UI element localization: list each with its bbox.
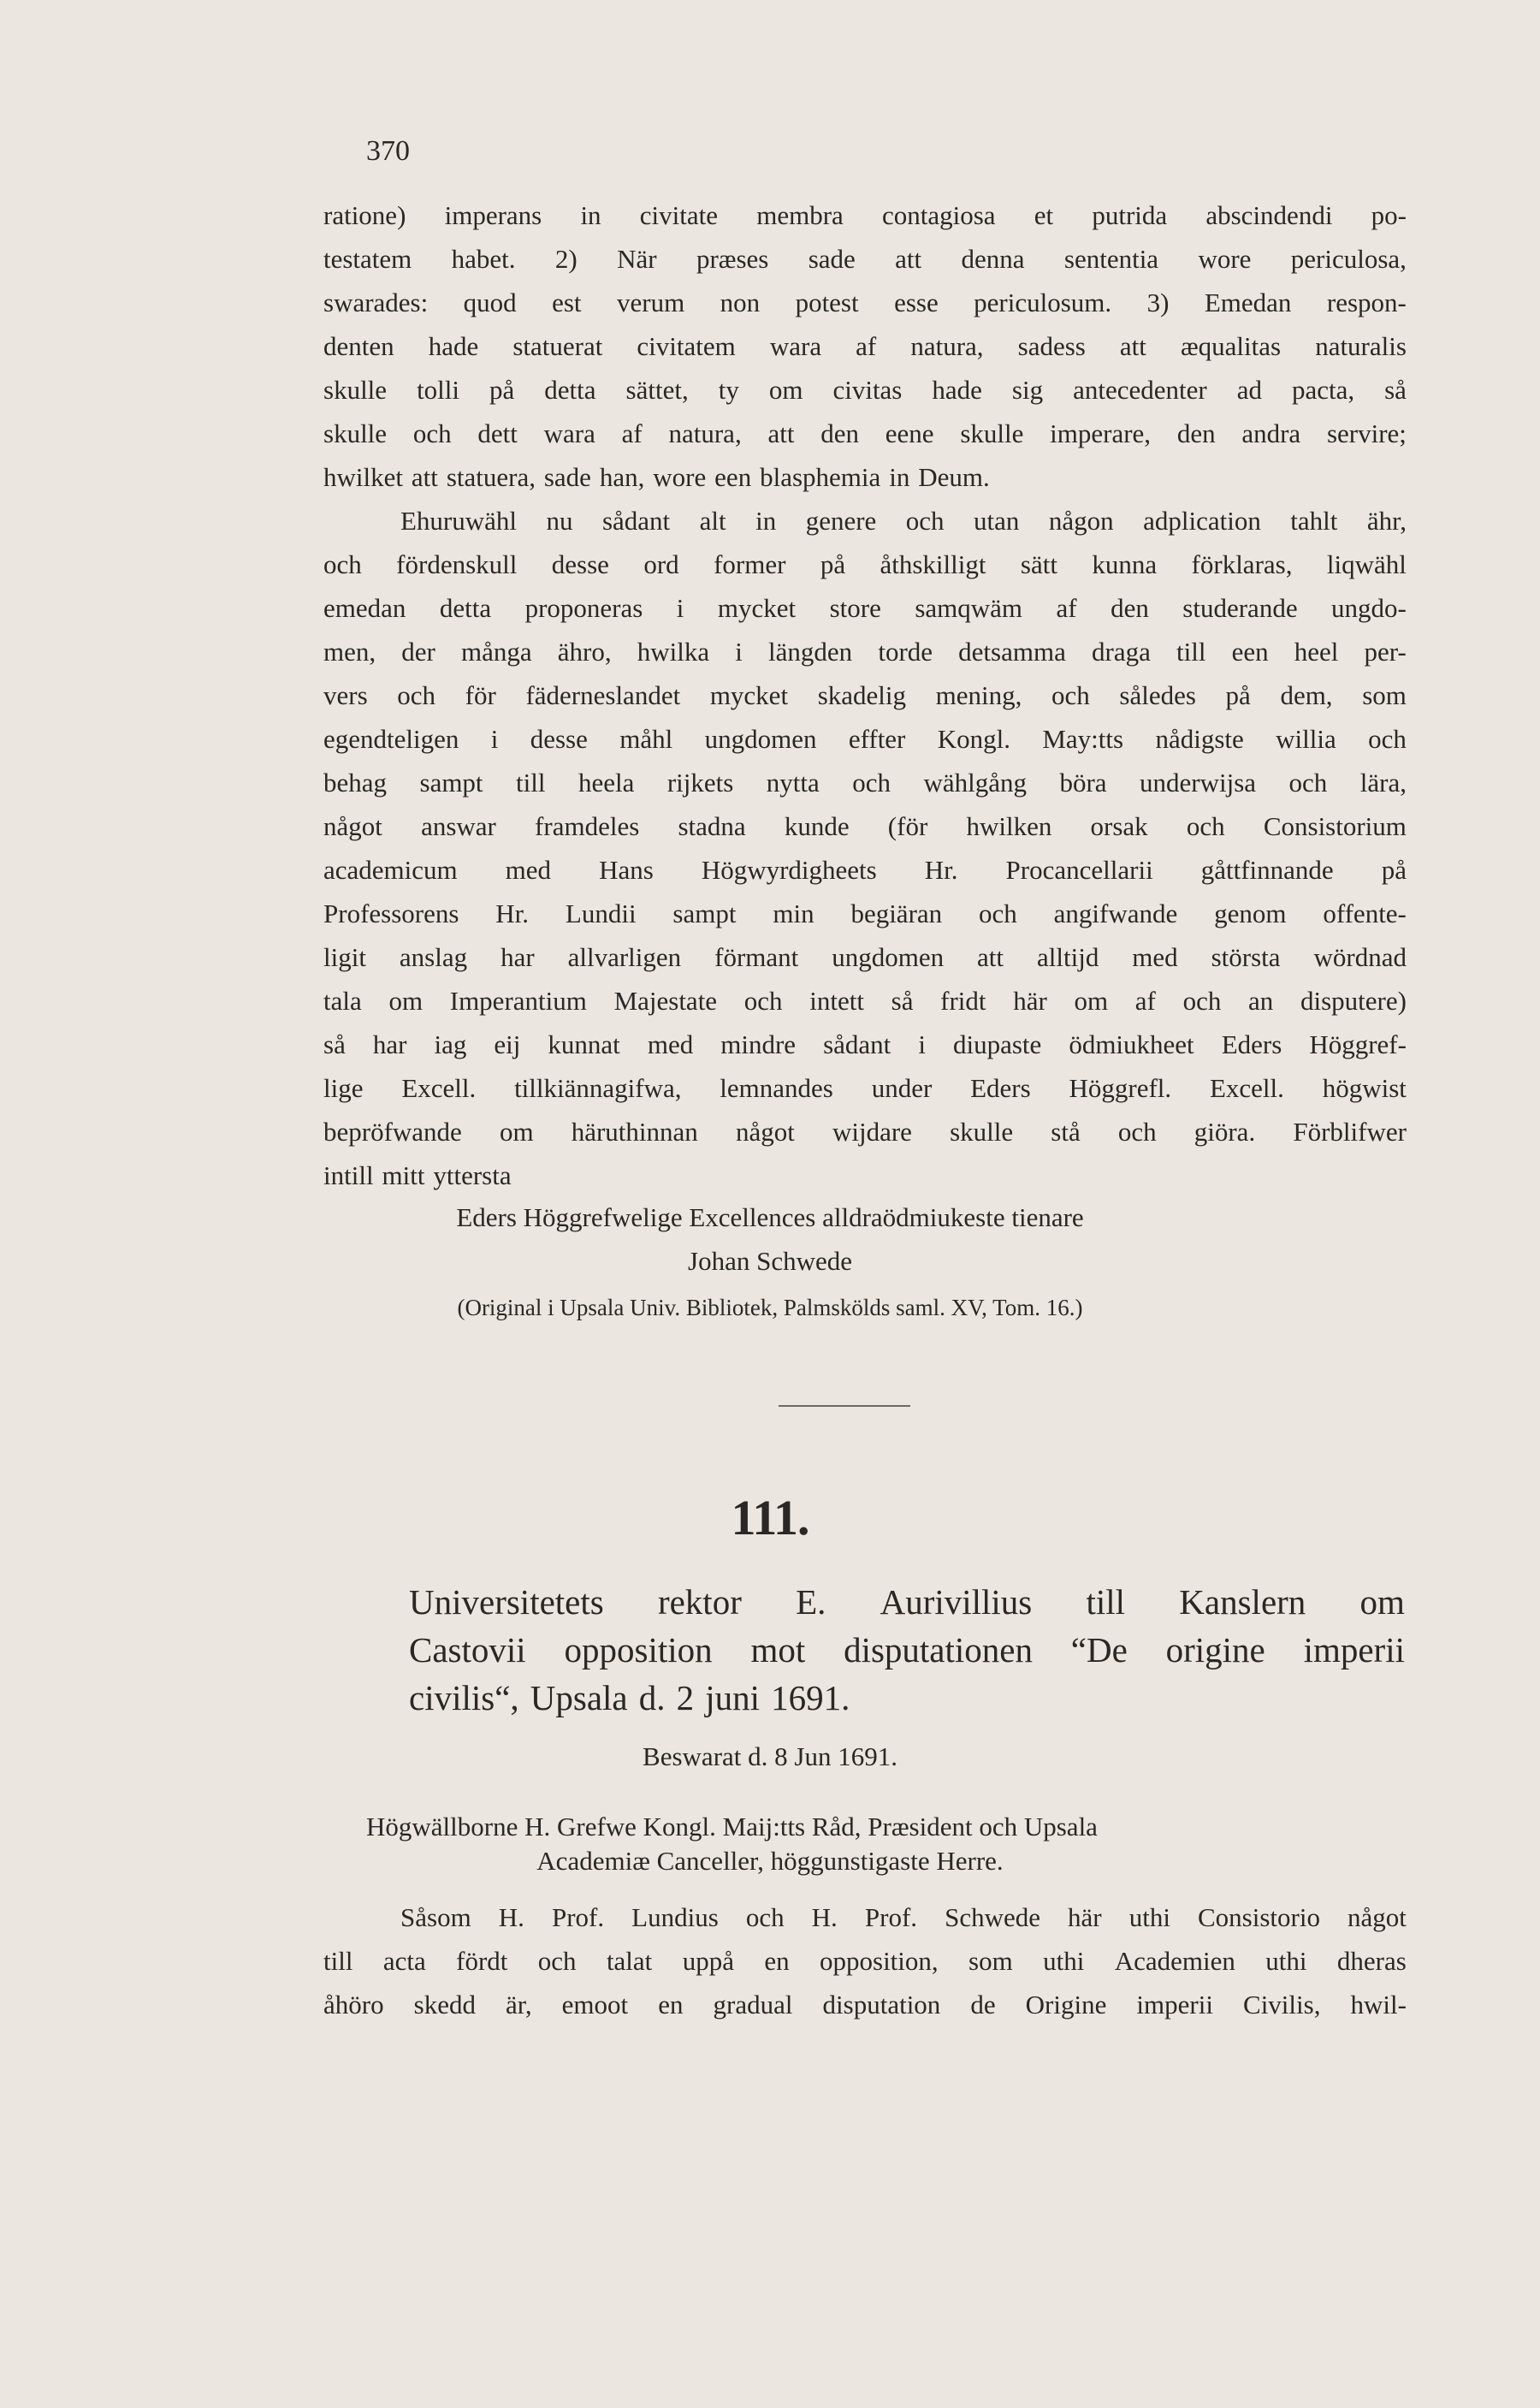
paragraph-2	[323, 499, 1407, 1197]
page-number: 370	[366, 135, 410, 167]
section-divider	[779, 1405, 910, 1407]
salutation-line: Högwällborne H. Grefwe Kongl. Maij:tts Råd, Præsident och Upsala	[366, 1812, 1098, 1842]
text-line: så har iag eij kunnat med mindre sådant i diupaste ödmiukheet Eders Höggref-	[323, 1029, 1407, 1059]
text-line: Ehuruwähl nu sådant alt in genere och utan någon adplication tahlt ähr,	[400, 506, 1407, 536]
text-line: intill mitt yttersta	[323, 1160, 512, 1190]
salutation	[323, 1805, 1407, 1848]
text-line: bepröfwande om häruthinnan något wijdare skulle stå och giöra. Förblifwer	[323, 1117, 1407, 1147]
text-line: tala om Imperantium Majestate och intett så fridt här om af och an disputere)	[323, 986, 1407, 1016]
source-note: (Original i Upsala Univ. Bibliotek, Palmskölds saml. XV, Tom. 16.)	[457, 1295, 1083, 1320]
text-line: lige Excell. tillkiännagifwa, lemnandes under Eders Höggrefl. Excell. högwist	[323, 1073, 1407, 1103]
text-line: civilis“, Upsala d. 2 juni 1691.	[409, 1678, 850, 1717]
document-number: 111.	[731, 1490, 809, 1545]
text-line: skulle och dett wara af natura, att den eene skulle imperare, den andra servire;	[323, 418, 1407, 448]
text-line: hwilket att statuera, sade han, wore een blasphemia in Deum.	[323, 462, 990, 492]
text-line: testatem habet. 2) När præses sade att denna sententia wore periculosa,	[323, 244, 1407, 274]
text-line: Professorens Hr. Lundii sampt min begiäran och angifwande genom offente-	[323, 899, 1407, 928]
answered-note: Beswarat d. 8 Jun 1691.	[643, 1741, 897, 1771]
text-line: något answar framdeles stadna kunde (för hwilken orsak och Consistorium	[323, 811, 1407, 841]
text-line: swarades: quod est verum non potest esse periculosum. 3) Emedan respon-	[323, 288, 1407, 317]
closing-line: Eders Höggrefwelige Excellences alldraödmiukeste tienare	[456, 1202, 1084, 1232]
text-line: till acta fördt och talat uppå en opposition, som uthi Academien uthi dheras	[323, 1946, 1407, 1976]
text-line: emedan detta proponeras i mycket store samqwäm af den studerande ungdo-	[323, 593, 1407, 623]
text-line: skulle tolli på detta sättet, ty om civitas hade sig antecedenter ad pacta, så	[323, 375, 1407, 405]
text-line: ligit anslag har allvarligen förmant ungdomen att alltijd med största wördnad	[323, 942, 1407, 972]
text-line: behag sampt till heela rijkets nytta och wählgång böra underwijsa och lära,	[323, 768, 1407, 798]
text-line: Såsom H. Prof. Lundius och H. Prof. Schwede här uthi Consistorio något	[400, 1902, 1407, 1932]
text-line: academicum med Hans Högwyrdigheets Hr. Procancellarii gåttfinnande på	[323, 855, 1407, 885]
text-line: egendteligen i desse måhl ungdomen effter Kongl. May:tts nådigste willia och	[323, 724, 1407, 754]
document-title	[409, 1578, 1405, 1722]
text-line: och fördenskull desse ord former på åthskilligt sätt kunna förklaras, liqwähl	[323, 549, 1407, 579]
paragraph-3	[323, 1895, 1407, 2026]
text-line: men, der många ähro, hwilka i längden torde detsamma draga till een heel per-	[323, 637, 1407, 667]
text-line: Castovii opposition mot disputationen “De origine imperii	[409, 1630, 1405, 1670]
text-line: ratione) imperans in civitate membra contagiosa et putrida abscindendi po-	[323, 200, 1407, 230]
text-line: Universitetets rektor E. Aurivillius till Kanslern om	[409, 1582, 1405, 1622]
salutation-line: Academiæ Canceller, höggunstigaste Herre.	[536, 1846, 1004, 1876]
text-line: denten hade statuerat civitatem wara af natura, sadess att æqualitas naturalis	[323, 331, 1407, 361]
text-line: åhöro skedd är, emoot en gradual disputation de Origine imperii Civilis, hwil-	[323, 1990, 1407, 2020]
paragraph-1	[323, 193, 1407, 499]
text-line: vers och för fäderneslandet mycket skadelig mening, och således på dem, som	[323, 680, 1407, 710]
signature: Johan Schwede	[688, 1246, 852, 1276]
